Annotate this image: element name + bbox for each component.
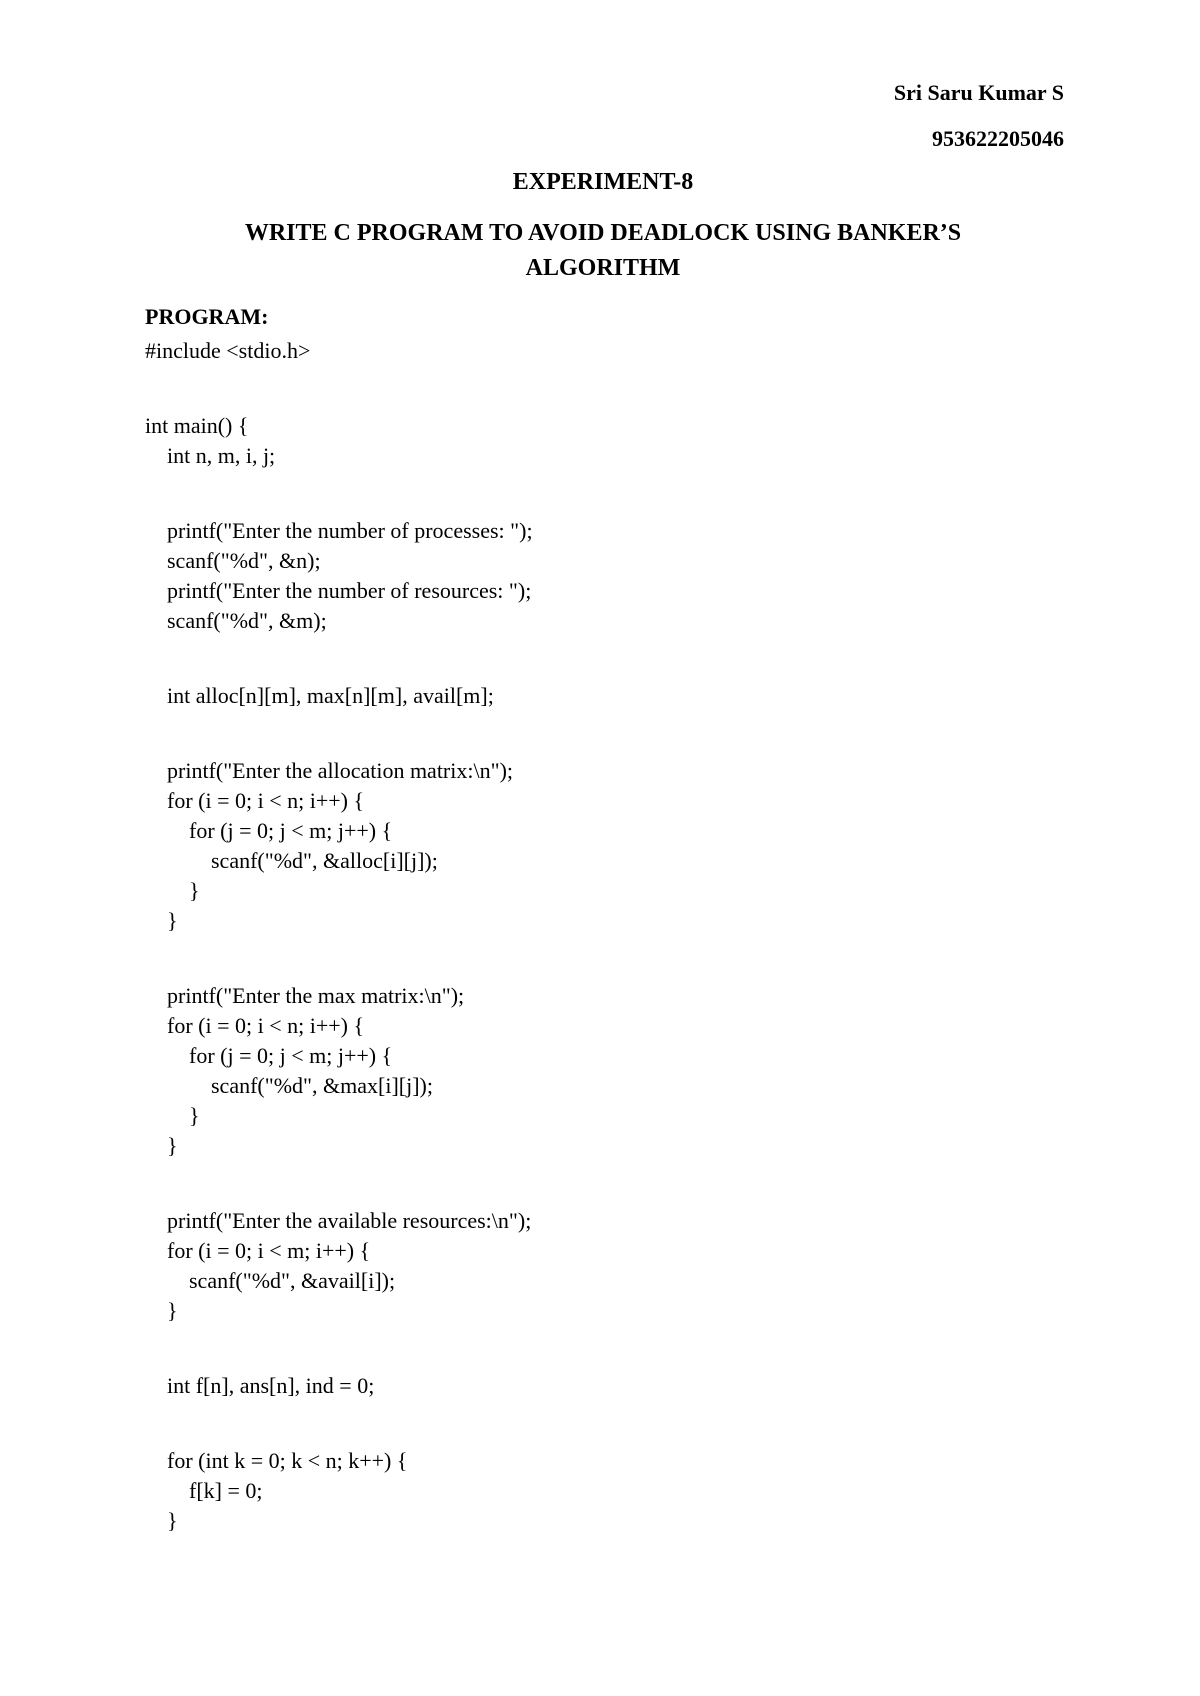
code-blank-line (145, 636, 533, 681)
code-line: #include <stdio.h> (145, 338, 311, 363)
code-blank-line (145, 1326, 533, 1371)
code-blank-line (145, 366, 533, 411)
code-line: int main() { (145, 413, 249, 438)
code-line: } (145, 878, 200, 903)
code-line: int alloc[n][m], max[n][m], avail[m]; (145, 683, 494, 708)
code-line: scanf("%d", &alloc[i][j]); (145, 848, 438, 873)
code-line: } (145, 908, 178, 933)
code-line: scanf("%d", &max[i][j]); (145, 1073, 433, 1098)
aim-line-1: WRITE C PROGRAM TO AVOID DEADLOCK USING BANKER’S (244, 220, 962, 246)
program-label: PROGRAM: (145, 304, 269, 329)
code-line: for (int k = 0; k < n; k++) { (145, 1448, 408, 1473)
code-line: int n, m, i, j; (145, 443, 276, 468)
code-blank-line (145, 1161, 533, 1206)
code-line: printf("Enter the allocation matrix:\n"); (145, 758, 514, 783)
aim-title (145, 216, 1061, 286)
code-line: } (145, 1298, 178, 1323)
code-line: for (i = 0; i < n; i++) { (145, 1013, 365, 1038)
code-line: scanf("%d", &avail[i]); (145, 1268, 396, 1293)
code-blank-line (145, 711, 533, 756)
code-line: f[k] = 0; (145, 1478, 263, 1503)
code-line: scanf("%d", &m); (145, 608, 327, 633)
code-blank-line (145, 936, 533, 981)
code-line: scanf("%d", &n); (145, 548, 321, 573)
code-line: printf("Enter the number of resources: "); (145, 578, 532, 603)
code-line: } (145, 1133, 178, 1158)
code-line: printf("Enter the number of processes: "); (145, 518, 533, 543)
author-name: Sri Saru Kumar S (893, 80, 1064, 105)
code-line: for (j = 0; j < m; j++) { (145, 818, 393, 843)
code-line: for (i = 0; i < m; i++) { (145, 1238, 371, 1263)
code-line: int f[n], ans[n], ind = 0; (145, 1373, 375, 1398)
aim-line-2: ALGORITHM (525, 255, 681, 281)
code-blank-line (145, 471, 533, 516)
code-line: } (145, 1103, 200, 1128)
code-line: for (j = 0; j < m; j++) { (145, 1043, 393, 1068)
code-blank-line (145, 1401, 533, 1446)
experiment-title: EXPERIMENT-8 (512, 169, 694, 195)
code-line: printf("Enter the max matrix:\n"); (145, 983, 465, 1008)
author-block (894, 70, 1064, 162)
code-line: } (145, 1508, 178, 1533)
code-line: for (i = 0; i < n; i++) { (145, 788, 365, 813)
code-line: printf("Enter the available resources:\n"); (145, 1208, 532, 1233)
code-block (145, 336, 533, 1536)
register-number: 953622205046 (932, 126, 1064, 151)
